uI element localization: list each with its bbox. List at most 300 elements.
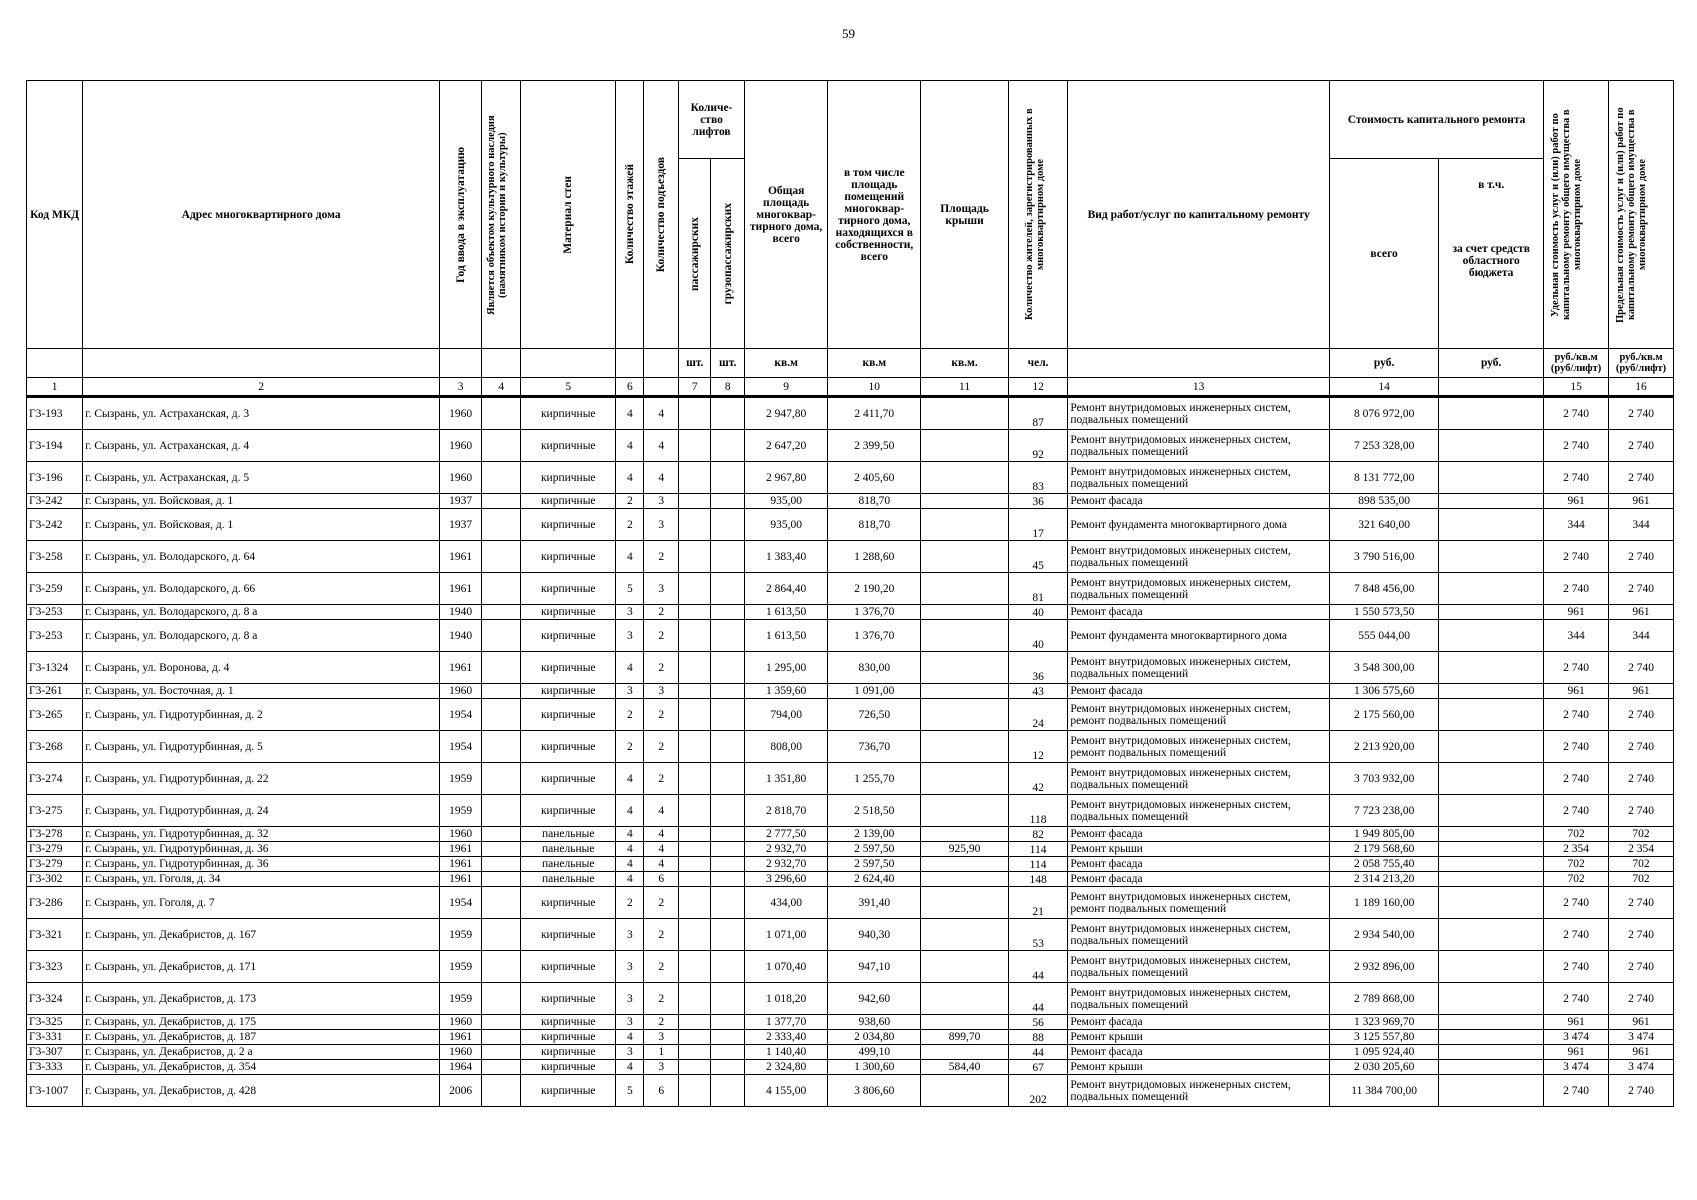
cell-empty	[1439, 652, 1544, 684]
cell-empty	[482, 887, 521, 919]
cell-cost-total: 2 175 560,00	[1330, 699, 1439, 731]
cell-unit-cost: 2 740	[1544, 887, 1609, 919]
cell-year-built: 1960	[440, 397, 482, 430]
cell-limit-cost: 2 740	[1609, 430, 1674, 462]
cell-empty	[1439, 620, 1544, 652]
cell-empty	[711, 1015, 745, 1030]
cell-mkd-code: Г3-268	[27, 731, 83, 763]
cell-entrances: 2	[644, 919, 679, 951]
cell-empty	[1439, 699, 1544, 731]
table-row	[27, 731, 1674, 763]
cell-floors: 3	[616, 919, 644, 951]
cell-wall-material: кирпичные	[521, 699, 616, 731]
cell-empty	[482, 620, 521, 652]
cell-residents: 45	[1008, 541, 1067, 573]
cell-address: г. Сызрань, ул. Декабристов, д. 171	[83, 951, 440, 983]
cell-limit-cost: 2 740	[1609, 983, 1674, 1015]
unit-lifts-cargo: шт.	[711, 349, 745, 378]
cell-wall-material: кирпичные	[521, 763, 616, 795]
cell-year-built: 2006	[440, 1075, 482, 1107]
cell-area-total: 1 377,70	[745, 1015, 828, 1030]
cell-cost-total: 2 932 896,00	[1330, 951, 1439, 983]
header-kod: Код МКД	[27, 81, 83, 349]
cell-area-owned: 2 597,50	[828, 857, 921, 872]
cell-empty	[679, 620, 711, 652]
column-number: 8	[711, 378, 745, 397]
header-cost-total: всего	[1330, 159, 1439, 349]
header-cost-incl: в т.ч.	[1478, 179, 1505, 191]
cell-area-total: 2 864,40	[745, 573, 828, 605]
table-row	[27, 620, 1674, 652]
header-roof: Площадь крыши	[921, 81, 1009, 349]
column-number: 13	[1068, 378, 1330, 397]
cell-work-type: Ремонт фасада	[1068, 494, 1330, 509]
capital-repair-table	[26, 80, 1674, 1107]
cell-empty	[482, 397, 521, 430]
cell-unit-cost: 2 740	[1544, 397, 1609, 430]
cell-floors: 3	[616, 1015, 644, 1030]
cell-floors: 3	[616, 684, 644, 699]
cell-work-type: Ремонт внутридомовых инженерных систем, подвальных помещений	[1068, 763, 1330, 795]
cell-empty	[711, 731, 745, 763]
cell-area-total: 434,00	[745, 887, 828, 919]
cell-mkd-code: Г3-1007	[27, 1075, 83, 1107]
cell-empty	[711, 573, 745, 605]
cell-floors: 4	[616, 1030, 644, 1045]
cell-empty	[1439, 857, 1544, 872]
cell-roof-area: 899,70	[921, 1030, 1009, 1045]
cell-entrances: 2	[644, 652, 679, 684]
cell-area-owned: 499,10	[828, 1045, 921, 1060]
unit-area-owned: кв.м	[828, 349, 921, 378]
cell-entrances: 2	[644, 731, 679, 763]
header-limit-cost: Предельная стоимость услуг и (или) работ по капитальному ремонту общего имущества в многоквартирном доме	[1615, 106, 1648, 323]
cell-entrances: 1	[644, 1045, 679, 1060]
cell-unit-cost: 344	[1544, 509, 1609, 541]
cell-floors: 4	[616, 1060, 644, 1075]
cell-empty	[1439, 1015, 1544, 1030]
cell-empty	[1439, 509, 1544, 541]
cell-residents: 36	[1008, 652, 1067, 684]
cell-work-type: Ремонт фасада	[1068, 684, 1330, 699]
cell-cost-total: 8 131 772,00	[1330, 462, 1439, 494]
cell-roof-area	[921, 887, 1009, 919]
cell-cost-total: 2 314 213,20	[1330, 872, 1439, 887]
table-row	[27, 397, 1674, 430]
cell-address: г. Сызрань, ул. Восточная, д. 1	[83, 684, 440, 699]
cell-empty	[679, 983, 711, 1015]
cell-work-type: Ремонт внутридомовых инженерных систем, ремонт подвальных помещений	[1068, 731, 1330, 763]
cell-wall-material: панельные	[521, 857, 616, 872]
cell-empty	[482, 763, 521, 795]
cell-limit-cost: 702	[1609, 872, 1674, 887]
cell-year-built: 1961	[440, 1030, 482, 1045]
cell-cost-total: 7 848 456,00	[1330, 573, 1439, 605]
cell-unit-cost: 2 740	[1544, 763, 1609, 795]
cell-area-total: 1 383,40	[745, 541, 828, 573]
cell-cost-total: 3 548 300,00	[1330, 652, 1439, 684]
cell-roof-area	[921, 827, 1009, 842]
cell-work-type: Ремонт внутридомовых инженерных систем, подвальных помещений	[1068, 430, 1330, 462]
cell-unit-cost: 2 740	[1544, 652, 1609, 684]
cell-empty	[711, 509, 745, 541]
cell-mkd-code: Г3-274	[27, 763, 83, 795]
cell-floors: 2	[616, 509, 644, 541]
cell-mkd-code: Г3-253	[27, 605, 83, 620]
cell-limit-cost: 2 740	[1609, 541, 1674, 573]
cell-empty	[679, 684, 711, 699]
cell-year-built: 1959	[440, 983, 482, 1015]
cell-unit-cost: 2 740	[1544, 951, 1609, 983]
cell-empty	[679, 397, 711, 430]
cell-empty	[482, 919, 521, 951]
cell-area-owned: 947,10	[828, 951, 921, 983]
cell-floors: 3	[616, 620, 644, 652]
cell-empty	[1439, 397, 1544, 430]
cell-empty	[679, 731, 711, 763]
cell-floors: 5	[616, 1075, 644, 1107]
cell-wall-material: панельные	[521, 827, 616, 842]
cell-address: г. Сызрань, ул. Гоголя, д. 7	[83, 887, 440, 919]
cell-address: г. Сызрань, ул. Гоголя, д. 34	[83, 872, 440, 887]
table-row	[27, 699, 1674, 731]
unit-cost-total: руб.	[1330, 349, 1439, 378]
cell-empty	[711, 919, 745, 951]
cell-floors: 3	[616, 983, 644, 1015]
cell-floors: 4	[616, 430, 644, 462]
cell-year-built: 1964	[440, 1060, 482, 1075]
column-number: 2	[83, 378, 440, 397]
cell-empty	[711, 827, 745, 842]
cell-unit-cost: 2 740	[1544, 919, 1609, 951]
cell-empty	[1439, 1060, 1544, 1075]
cell-year-built: 1960	[440, 430, 482, 462]
cell-area-owned: 2 399,50	[828, 430, 921, 462]
cell-area-owned: 942,60	[828, 983, 921, 1015]
cell-cost-total: 2 179 568,60	[1330, 842, 1439, 857]
cell-empty	[1439, 462, 1544, 494]
cell-floors: 2	[616, 887, 644, 919]
cell-work-type: Ремонт фундамента многоквартирного дома	[1068, 509, 1330, 541]
cell-mkd-code: Г3-193	[27, 397, 83, 430]
cell-area-owned: 1 300,60	[828, 1060, 921, 1075]
cell-area-total: 1 613,50	[745, 605, 828, 620]
cell-cost-total: 1 189 160,00	[1330, 887, 1439, 919]
cell-entrances: 2	[644, 605, 679, 620]
cell-limit-cost: 2 740	[1609, 1075, 1674, 1107]
cell-roof-area	[921, 509, 1009, 541]
cell-area-total: 794,00	[745, 699, 828, 731]
cell-year-built: 1960	[440, 1015, 482, 1030]
cell-empty	[679, 462, 711, 494]
cell-mkd-code: Г3-1324	[27, 652, 83, 684]
cell-entrances: 2	[644, 620, 679, 652]
cell-empty	[711, 795, 745, 827]
cell-year-built: 1961	[440, 573, 482, 605]
cell-address: г. Сызрань, ул. Гидротурбинная, д. 24	[83, 795, 440, 827]
cell-cost-total: 3 703 932,00	[1330, 763, 1439, 795]
cell-empty	[1439, 983, 1544, 1015]
cell-mkd-code: Г3-279	[27, 857, 83, 872]
cell-area-total: 935,00	[745, 509, 828, 541]
cell-empty	[1439, 842, 1544, 857]
cell-cost-total: 2 213 920,00	[1330, 731, 1439, 763]
cell-empty	[711, 397, 745, 430]
header-works: Вид работ/услуг по капитальному ремонту	[1068, 81, 1330, 349]
cell-empty	[679, 494, 711, 509]
cell-entrances: 4	[644, 462, 679, 494]
cell-limit-cost: 961	[1609, 494, 1674, 509]
cell-cost-total: 11 384 700,00	[1330, 1075, 1439, 1107]
cell-roof-area	[921, 620, 1009, 652]
cell-unit-cost: 3 474	[1544, 1030, 1609, 1045]
cell-residents: 44	[1008, 983, 1067, 1015]
cell-residents: 40	[1008, 620, 1067, 652]
cell-mkd-code: Г3-307	[27, 1045, 83, 1060]
cell-empty	[679, 887, 711, 919]
cell-address: г. Сызрань, ул. Декабристов, д. 167	[83, 919, 440, 951]
cell-roof-area	[921, 951, 1009, 983]
cell-cost-total: 1 095 924,40	[1330, 1045, 1439, 1060]
cell-mkd-code: Г3-253	[27, 620, 83, 652]
cell-wall-material: кирпичные	[521, 397, 616, 430]
cell-empty	[1439, 541, 1544, 573]
cell-empty	[482, 462, 521, 494]
cell-residents: 12	[1008, 731, 1067, 763]
header-floors: Количество этажей	[623, 164, 636, 265]
cell-limit-cost: 2 740	[1609, 652, 1674, 684]
cell-cost-total: 898 535,00	[1330, 494, 1439, 509]
cell-limit-cost: 2 740	[1609, 795, 1674, 827]
header-unit-cost: Удельная стоимость услуг и (или) работ по капитальному ремонту общего имущества в многоквартирном доме	[1550, 109, 1584, 320]
cell-empty	[482, 731, 521, 763]
cell-roof-area	[921, 731, 1009, 763]
cell-empty	[482, 573, 521, 605]
cell-residents: 87	[1008, 397, 1067, 430]
cell-empty	[679, 872, 711, 887]
column-number: 6	[616, 378, 644, 397]
cell-floors: 4	[616, 397, 644, 430]
cell-area-owned: 938,60	[828, 1015, 921, 1030]
cell-year-built: 1961	[440, 541, 482, 573]
cell-mkd-code: Г3-325	[27, 1015, 83, 1030]
cell-work-type: Ремонт внутридомовых инженерных систем, ремонт подвальных помещений	[1068, 699, 1330, 731]
cell-floors: 5	[616, 573, 644, 605]
cell-wall-material: кирпичные	[521, 983, 616, 1015]
cell-address: г. Сызрань, ул. Войсковая, д. 1	[83, 509, 440, 541]
cell-entrances: 6	[644, 872, 679, 887]
cell-wall-material: кирпичные	[521, 652, 616, 684]
table-row	[27, 857, 1674, 872]
cell-mkd-code: Г3-279	[27, 842, 83, 857]
cell-roof-area	[921, 795, 1009, 827]
cell-roof-area	[921, 684, 1009, 699]
cell-area-total: 2 932,70	[745, 842, 828, 857]
cell-empty	[679, 857, 711, 872]
cell-address: г. Сызрань, ул. Гидротурбинная, д. 2	[83, 699, 440, 731]
cell-entrances: 2	[644, 887, 679, 919]
cell-address: г. Сызрань, ул. Гидротурбинная, д. 36	[83, 842, 440, 857]
cell-empty	[711, 1060, 745, 1075]
header-entrances: Количество подъездов	[655, 156, 668, 273]
cell-empty	[482, 652, 521, 684]
cell-cost-total: 7 253 328,00	[1330, 430, 1439, 462]
cell-mkd-code: Г3-194	[27, 430, 83, 462]
cell-year-built: 1937	[440, 509, 482, 541]
cell-empty	[679, 763, 711, 795]
cell-area-owned: 818,70	[828, 509, 921, 541]
cell-unit-cost: 2 354	[1544, 842, 1609, 857]
cell-mkd-code: Г3-261	[27, 684, 83, 699]
column-number: 14	[1330, 378, 1439, 397]
cell-address: г. Сызрань, ул. Володарского, д. 8 а	[83, 620, 440, 652]
column-number: 3	[440, 378, 482, 397]
cell-entrances: 4	[644, 430, 679, 462]
cell-mkd-code: Г3-275	[27, 795, 83, 827]
cell-roof-area	[921, 699, 1009, 731]
column-number: 7	[679, 378, 711, 397]
cell-empty	[679, 699, 711, 731]
cell-cost-total: 555 044,00	[1330, 620, 1439, 652]
cell-entrances: 3	[644, 573, 679, 605]
cell-empty	[711, 763, 745, 795]
cell-empty	[482, 857, 521, 872]
cell-residents: 24	[1008, 699, 1067, 731]
cell-mkd-code: Г3-333	[27, 1060, 83, 1075]
cell-area-owned: 1 376,70	[828, 620, 921, 652]
cell-year-built: 1959	[440, 763, 482, 795]
cell-limit-cost: 2 740	[1609, 763, 1674, 795]
cell-wall-material: кирпичные	[521, 573, 616, 605]
table-row	[27, 919, 1674, 951]
cell-residents: 44	[1008, 951, 1067, 983]
cell-residents: 118	[1008, 795, 1067, 827]
cell-empty	[679, 605, 711, 620]
cell-work-type: Ремонт фасада	[1068, 872, 1330, 887]
cell-entrances: 3	[644, 494, 679, 509]
cell-residents: 43	[1008, 684, 1067, 699]
cell-area-total: 3 296,60	[745, 872, 828, 887]
cell-work-type: Ремонт внутридомовых инженерных систем, подвальных помещений	[1068, 462, 1330, 494]
cell-year-built: 1959	[440, 795, 482, 827]
cell-entrances: 3	[644, 684, 679, 699]
cell-floors: 4	[616, 795, 644, 827]
cell-empty	[679, 1075, 711, 1107]
cell-entrances: 4	[644, 795, 679, 827]
cell-empty	[482, 983, 521, 1015]
cell-residents: 53	[1008, 919, 1067, 951]
cell-entrances: 3	[644, 1030, 679, 1045]
cell-wall-material: панельные	[521, 872, 616, 887]
cell-empty	[1439, 430, 1544, 462]
table-row	[27, 951, 1674, 983]
cell-wall-material: кирпичные	[521, 620, 616, 652]
cell-roof-area	[921, 541, 1009, 573]
cell-year-built: 1959	[440, 951, 482, 983]
cell-limit-cost: 3 474	[1609, 1060, 1674, 1075]
cell-work-type: Ремонт внутридомовых инженерных систем, подвальных помещений	[1068, 541, 1330, 573]
header-lifts-passenger: пассажирских	[688, 216, 701, 291]
cell-empty	[1439, 827, 1544, 842]
cell-limit-cost: 961	[1609, 1045, 1674, 1060]
column-number: 11	[921, 378, 1009, 397]
cell-floors: 2	[616, 731, 644, 763]
column-number: 10	[828, 378, 921, 397]
table-row	[27, 509, 1674, 541]
unit-limit-cost: руб./кв.м (руб/лифт)	[1609, 349, 1674, 378]
cell-floors: 4	[616, 872, 644, 887]
cell-roof-area: 584,40	[921, 1060, 1009, 1075]
cell-empty	[711, 620, 745, 652]
cell-empty	[482, 795, 521, 827]
cell-unit-cost: 2 740	[1544, 699, 1609, 731]
cell-wall-material: кирпичные	[521, 605, 616, 620]
cell-year-built: 1960	[440, 1045, 482, 1060]
cell-area-owned: 736,70	[828, 731, 921, 763]
cell-floors: 2	[616, 494, 644, 509]
cell-empty	[679, 1015, 711, 1030]
cell-area-owned: 1 376,70	[828, 605, 921, 620]
cell-unit-cost: 344	[1544, 620, 1609, 652]
cell-mkd-code: Г3-258	[27, 541, 83, 573]
cell-address: г. Сызрань, ул. Декабристов, д. 354	[83, 1060, 440, 1075]
cell-limit-cost: 344	[1609, 509, 1674, 541]
cell-cost-total: 7 723 238,00	[1330, 795, 1439, 827]
cell-roof-area	[921, 983, 1009, 1015]
cell-year-built: 1960	[440, 827, 482, 842]
unit-area-total: кв.м	[745, 349, 828, 378]
table-row	[27, 887, 1674, 919]
cell-residents: 83	[1008, 462, 1067, 494]
cell-limit-cost: 344	[1609, 620, 1674, 652]
cell-year-built: 1961	[440, 872, 482, 887]
cell-roof-area	[921, 397, 1009, 430]
column-number: 4	[482, 378, 521, 397]
cell-work-type: Ремонт внутридомовых инженерных систем, подвальных помещений	[1068, 1075, 1330, 1107]
cell-address: г. Сызрань, ул. Володарского, д. 66	[83, 573, 440, 605]
cell-empty	[711, 494, 745, 509]
cell-wall-material: кирпичные	[521, 951, 616, 983]
cell-year-built: 1961	[440, 857, 482, 872]
table-row	[27, 430, 1674, 462]
column-number: 16	[1609, 378, 1674, 397]
header-address: Адрес многоквартирного дома	[83, 81, 440, 349]
cell-roof-area	[921, 763, 1009, 795]
cell-empty	[1439, 872, 1544, 887]
cell-wall-material: кирпичные	[521, 462, 616, 494]
cell-roof-area	[921, 857, 1009, 872]
cell-residents: 92	[1008, 430, 1067, 462]
column-number: 9	[745, 378, 828, 397]
table-row	[27, 573, 1674, 605]
cell-limit-cost: 3 474	[1609, 1030, 1674, 1045]
cell-area-owned: 818,70	[828, 494, 921, 509]
cell-address: г. Сызрань, ул. Гидротурбинная, д. 5	[83, 731, 440, 763]
cell-unit-cost: 2 740	[1544, 541, 1609, 573]
table-row	[27, 462, 1674, 494]
cell-cost-total: 1 949 805,00	[1330, 827, 1439, 842]
cell-empty	[482, 509, 521, 541]
cell-work-type: Ремонт фасада	[1068, 827, 1330, 842]
cell-work-type: Ремонт внутридомовых инженерных систем, подвальных помещений	[1068, 951, 1330, 983]
cell-area-owned: 391,40	[828, 887, 921, 919]
cell-area-owned: 726,50	[828, 699, 921, 731]
cell-mkd-code: Г3-242	[27, 509, 83, 541]
cell-wall-material: панельные	[521, 842, 616, 857]
cell-mkd-code: Г3-259	[27, 573, 83, 605]
cell-floors: 4	[616, 842, 644, 857]
cell-area-total: 1 018,20	[745, 983, 828, 1015]
